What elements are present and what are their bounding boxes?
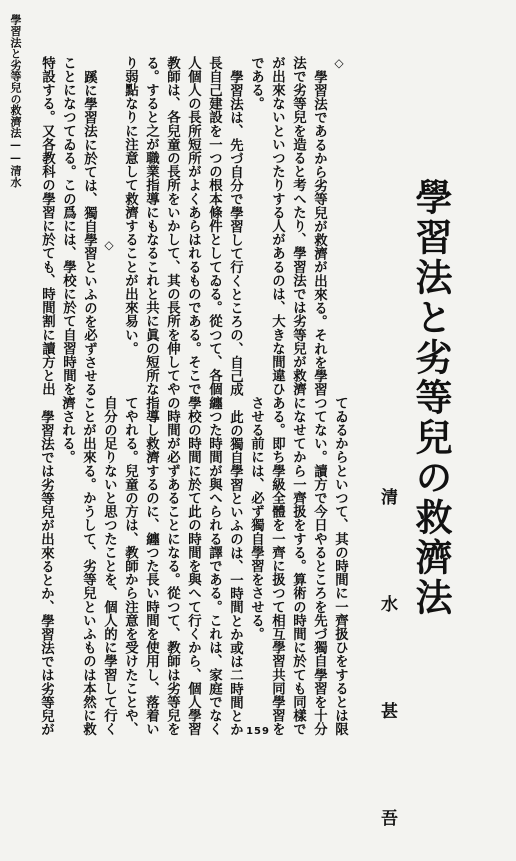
text-column: 特設する。又各教科の學習に於ても、時間割に讀方と出 [39, 56, 56, 396]
text-column: させる前には、必ず獨自學習をさせる。 [248, 396, 265, 641]
text-column: り弱點なりに注意して救濟することが出來易い。 [122, 56, 139, 356]
section-divider: ◇ [102, 238, 116, 253]
text-column: 教師は、各兒童の長所をいかして、其の長所を伸してや [164, 56, 181, 396]
text-column: ことになつてゐる。この爲には、學校に於て自習時間を [60, 56, 77, 396]
text-column: 人個人の長所短所がよくあらはれるものである。そこで [185, 56, 202, 396]
text-column: 自分の足りないと思つたことを、個人的に學習して行く [101, 396, 118, 736]
text-column: の時間が必ずあることになる。從つて、教師は劣等兒を [164, 396, 181, 736]
running-head-text: 學習法と劣等兒の救濟法——清水 [9, 14, 22, 188]
text-column: 法で劣等兒を造ると考へたり、學習法では劣等兒が救濟 [290, 56, 307, 396]
text-column: てゐるからといつて、其の時間に一齊扱ひをするとは限 [332, 396, 349, 736]
text-column: 學習法では劣等兒が出來るとか、學習法では劣等兒が [38, 410, 55, 737]
text-column: 濟される。 [59, 396, 76, 464]
text-column: つてない。讀方で今日やるところを先づ獨自學習を十分 [311, 396, 328, 736]
text-column: になせてから一齊扱をする。算術の時間に於ても同樣で [290, 396, 307, 736]
page-number: 159 [246, 726, 270, 737]
article-title: 學習法と劣等兒の救濟法 [409, 178, 453, 618]
running-head [10, 0, 38, 730]
text-column: る。すると之が職業指導にもなるこれと共に眞の短所な [143, 56, 160, 396]
text-column: である。 [248, 56, 265, 111]
author-name: 清 水 甚 吾 [377, 488, 397, 861]
text-column: 纏つた時間が與へられる譯である。これは、家庭でなく [206, 396, 223, 736]
text-column: 學校の時間に於て此の時間を與へて行くから、個人學習 [185, 396, 202, 736]
text-column: 學習法は、先づ自分で學習して行くところの、自己成 [227, 70, 244, 397]
text-column: ことが出來る。かうして、劣等兒といふものは本然に救 [80, 396, 97, 736]
text-column: 長自己建設を一つの根本條件としてゐる。從つて、各個 [206, 56, 223, 396]
text-column: 指導し救濟するのに、纏つた長い時間を使用し、落着い [143, 396, 160, 736]
text-column: が出來ないといつたりする人があるのは、大きな間違ひ [269, 56, 286, 396]
text-column: てやれる。兒童の方は、教師から注意を受けたことや、 [122, 396, 139, 736]
text-column: 此の獨自學習といふのは、一時間とか或は二時間とか [227, 410, 244, 737]
text-column: 學習法であるから劣等兒が救濟が出來る。それを學習 [311, 70, 328, 397]
text-column: ある。即ち學級全體を一齊に扱つて相互學習共同學習を [269, 396, 286, 736]
text-column: 蹊に學習法に於ては、獨自學習といふのを必ずさせる [81, 70, 98, 397]
section-divider: ◇ [332, 56, 346, 71]
